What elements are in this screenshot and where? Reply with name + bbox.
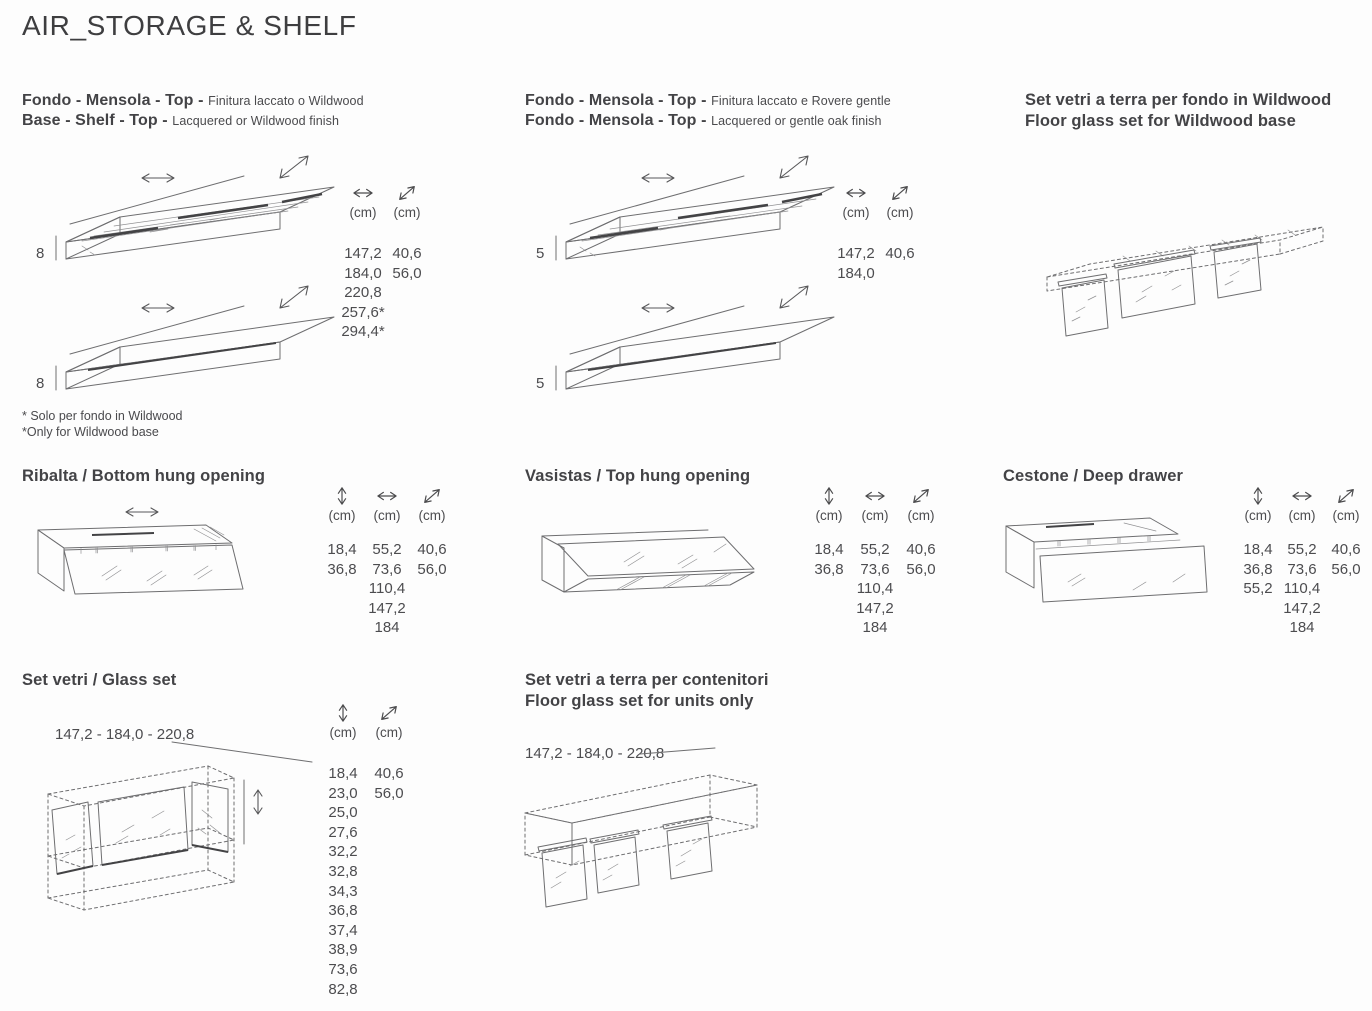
glass-panel <box>1058 274 1108 336</box>
dim-value: 37,4 <box>328 921 358 939</box>
glass-panel <box>538 838 587 907</box>
dim-value: 18,4 <box>328 765 358 782</box>
shelf-bottom-drawing <box>536 286 834 392</box>
depth-arrow-icon <box>419 486 445 506</box>
vasistas-drawing <box>528 496 780 614</box>
depth-arrow-icon <box>376 703 402 723</box>
dim-value: 184,0 <box>344 264 382 282</box>
heading-en: Base - Shelf - Top - <box>22 112 168 129</box>
heading-en: Floor glass set for units only <box>525 692 754 710</box>
depth-arrow-icon <box>780 286 808 308</box>
heading-en-note: Lacquered or gentle oak finish <box>711 114 882 128</box>
dim-value: 40,6 <box>417 541 447 558</box>
width-arrow-icon <box>142 174 174 182</box>
thickness-label: 8 <box>36 245 45 262</box>
cestone-drawing <box>998 494 1214 616</box>
dim-value: 55,2 <box>860 541 890 558</box>
dim-value: 294,4* <box>341 323 385 341</box>
section-heading-wildwood <box>22 91 364 131</box>
dim-value: 73,6 <box>1287 560 1317 578</box>
dim-value: 40,6 <box>374 765 404 782</box>
dim-value: 56,0 <box>906 560 936 578</box>
heading-it: Set vetri a terra per contenitori <box>525 671 769 689</box>
glass-wildwood-drawing <box>1030 224 1360 360</box>
page-title: AIR_STORAGE & SHELF <box>22 10 357 41</box>
glass-panel <box>98 787 188 865</box>
thickness-label: 5 <box>536 245 545 262</box>
dim-col-depth <box>363 703 415 803</box>
dim-value: 73,6 <box>328 960 358 978</box>
dim-value: 110,4 <box>368 580 406 598</box>
dim-value: 184 <box>862 619 888 637</box>
dim-value: 73,6 <box>860 560 890 578</box>
section-heading-rovere <box>525 91 891 131</box>
width-arrow-icon <box>374 486 400 506</box>
glass-units-drawing <box>518 744 952 930</box>
dim-value: 56,0 <box>1331 560 1361 578</box>
heading-en-note: Lacquered or Wildwood finish <box>172 114 340 128</box>
dim-value: 147,2 <box>837 245 875 262</box>
dim-value: 25,0 <box>328 804 358 822</box>
dim-value: 27,6 <box>328 823 358 841</box>
dim-value: 55,2 <box>1243 580 1273 598</box>
dim-value: 38,9 <box>328 941 358 959</box>
shelf-top-drawing <box>536 156 834 262</box>
height-arrow-icon <box>330 703 356 723</box>
depth-arrow-icon <box>780 156 808 178</box>
dim-col-depth <box>895 486 947 579</box>
heading-it: Set vetri a terra per fondo in Wildwood <box>1025 91 1332 109</box>
unit-label: (cm) <box>373 508 401 523</box>
dim-value: 147,2 <box>368 599 406 617</box>
unit-label: (cm) <box>861 508 889 523</box>
shelf-bottom-drawing <box>36 286 334 392</box>
depth-arrow-icon <box>280 156 308 178</box>
dim-value: 18,4 <box>327 541 357 558</box>
thickness-label: 8 <box>36 375 45 392</box>
dim-value: 184 <box>374 619 400 637</box>
unit-label: (cm) <box>393 205 421 220</box>
dim-value: 34,3 <box>328 882 358 900</box>
width-arrow-icon <box>642 304 674 312</box>
footnote <box>22 408 183 440</box>
footnote-en: *Only for Wildwood base <box>22 425 159 439</box>
dim-value: 56,0 <box>417 560 447 578</box>
dim-col-width <box>849 486 901 638</box>
heading-en: Floor glass set for Wildwood base <box>1025 112 1296 130</box>
dim-value: 36,8 <box>814 560 844 578</box>
width-arrow-icon <box>1289 486 1315 506</box>
depth-arrow-icon <box>887 183 913 203</box>
dim-value: 23,0 <box>328 784 358 802</box>
dim-col-height <box>317 703 369 999</box>
dim-value: 18,4 <box>1243 541 1273 558</box>
width-range-label: 147,2 - 184,0 - 220,8 <box>55 726 195 743</box>
dim-value: 184,0 <box>837 264 875 282</box>
heading-it-note: Finitura laccato e Rovere gentle <box>711 94 891 108</box>
width-arrow-icon <box>862 486 888 506</box>
unit-label: (cm) <box>328 508 356 523</box>
unit-label: (cm) <box>886 205 914 220</box>
section-heading-cestone: Cestone / Deep drawer <box>1003 467 1183 485</box>
dim-col-depth <box>406 486 458 579</box>
dim-value: 36,8 <box>327 560 357 578</box>
width-arrow-icon <box>126 508 158 516</box>
unit-label: (cm) <box>842 205 870 220</box>
height-arrow-icon <box>329 486 355 506</box>
dim-value: 40,6 <box>392 245 422 262</box>
width-arrow-icon <box>843 183 869 203</box>
dim-col-depth <box>381 183 433 283</box>
width-arrow-icon <box>642 174 674 182</box>
width-arrow-icon <box>350 183 376 203</box>
dim-value: 55,2 <box>1287 541 1317 558</box>
dim-value: 32,8 <box>328 862 358 880</box>
height-arrow-icon <box>1245 486 1271 506</box>
section-heading-glass-set: Set vetri / Glass set <box>22 671 177 689</box>
heading-it: Fondo - Mensola - Top - <box>22 92 204 109</box>
section-heading-vasistas: Vasistas / Top hung opening <box>525 467 751 485</box>
height-arrow-icon <box>816 486 842 506</box>
dim-value: 40,6 <box>1331 541 1361 558</box>
dim-col-depth <box>1320 486 1372 579</box>
glass-panel <box>192 782 228 852</box>
dim-value: 110,4 <box>856 580 894 598</box>
unit-label: (cm) <box>349 205 377 220</box>
dim-value: 56,0 <box>374 784 404 802</box>
dim-value: 40,6 <box>885 245 915 262</box>
depth-arrow-icon <box>280 286 308 308</box>
dim-value: 220,8 <box>344 284 382 302</box>
heading-en: Fondo - Mensola - Top - <box>525 112 707 129</box>
dim-value: 147,2 <box>856 599 894 617</box>
depth-arrow-icon <box>908 486 934 506</box>
dim-value: 32,2 <box>328 843 358 861</box>
width-arrow-icon <box>142 304 174 312</box>
heading-it-note: Finitura laccato o Wildwood <box>208 94 364 108</box>
dim-value: 36,8 <box>328 902 358 920</box>
dim-value: 73,6 <box>372 560 402 578</box>
dim-value: 56,0 <box>392 264 422 282</box>
rovere-shelf-drawing <box>530 146 842 398</box>
dim-col-depth <box>874 183 926 264</box>
depth-arrow-icon <box>1333 486 1359 506</box>
shelf-top-drawing <box>36 156 334 262</box>
dim-value: 184 <box>1289 619 1315 637</box>
glass-panel <box>590 830 639 893</box>
dim-value: 36,8 <box>1243 560 1273 578</box>
dim-value: 82,8 <box>328 980 358 998</box>
dim-col-height <box>803 486 855 579</box>
width-range-label: 147,2 - 184,0 - 220,8 <box>525 745 665 762</box>
footnote-it: * Solo per fondo in Wildwood <box>22 409 183 423</box>
thickness-label: 5 <box>536 375 545 392</box>
unit-label: (cm) <box>907 508 935 523</box>
section-heading-ribalta: Ribalta / Bottom hung opening <box>22 467 266 485</box>
dim-value: 147,2 <box>344 245 382 262</box>
glass-panel <box>663 816 712 879</box>
unit-label: (cm) <box>375 725 403 740</box>
glass-panel <box>1210 238 1261 298</box>
glass-set-drawing <box>22 740 314 928</box>
unit-label: (cm) <box>418 508 446 523</box>
dim-value: 40,6 <box>906 541 936 558</box>
dim-value: 257,6* <box>341 303 385 321</box>
ribalta-drawing <box>26 498 278 616</box>
height-arrow-icon <box>254 790 262 814</box>
wildwood-shelf-drawing <box>30 146 342 398</box>
unit-label: (cm) <box>815 508 843 523</box>
dim-value: 55,2 <box>372 541 402 558</box>
section-heading-glass-units <box>525 670 769 712</box>
dim-value: 110,4 <box>1283 580 1321 598</box>
unit-label: (cm) <box>1288 508 1316 523</box>
unit-label: (cm) <box>1244 508 1272 523</box>
glass-panel <box>52 802 93 874</box>
depth-arrow-icon <box>394 183 420 203</box>
section-heading-glass-wildwood <box>1025 90 1331 132</box>
unit-label: (cm) <box>329 725 357 740</box>
heading-it: Fondo - Mensola - Top - <box>525 92 707 109</box>
unit-label: (cm) <box>1332 508 1360 523</box>
dim-value: 18,4 <box>814 541 844 558</box>
dim-value: 147,2 <box>1283 599 1321 617</box>
